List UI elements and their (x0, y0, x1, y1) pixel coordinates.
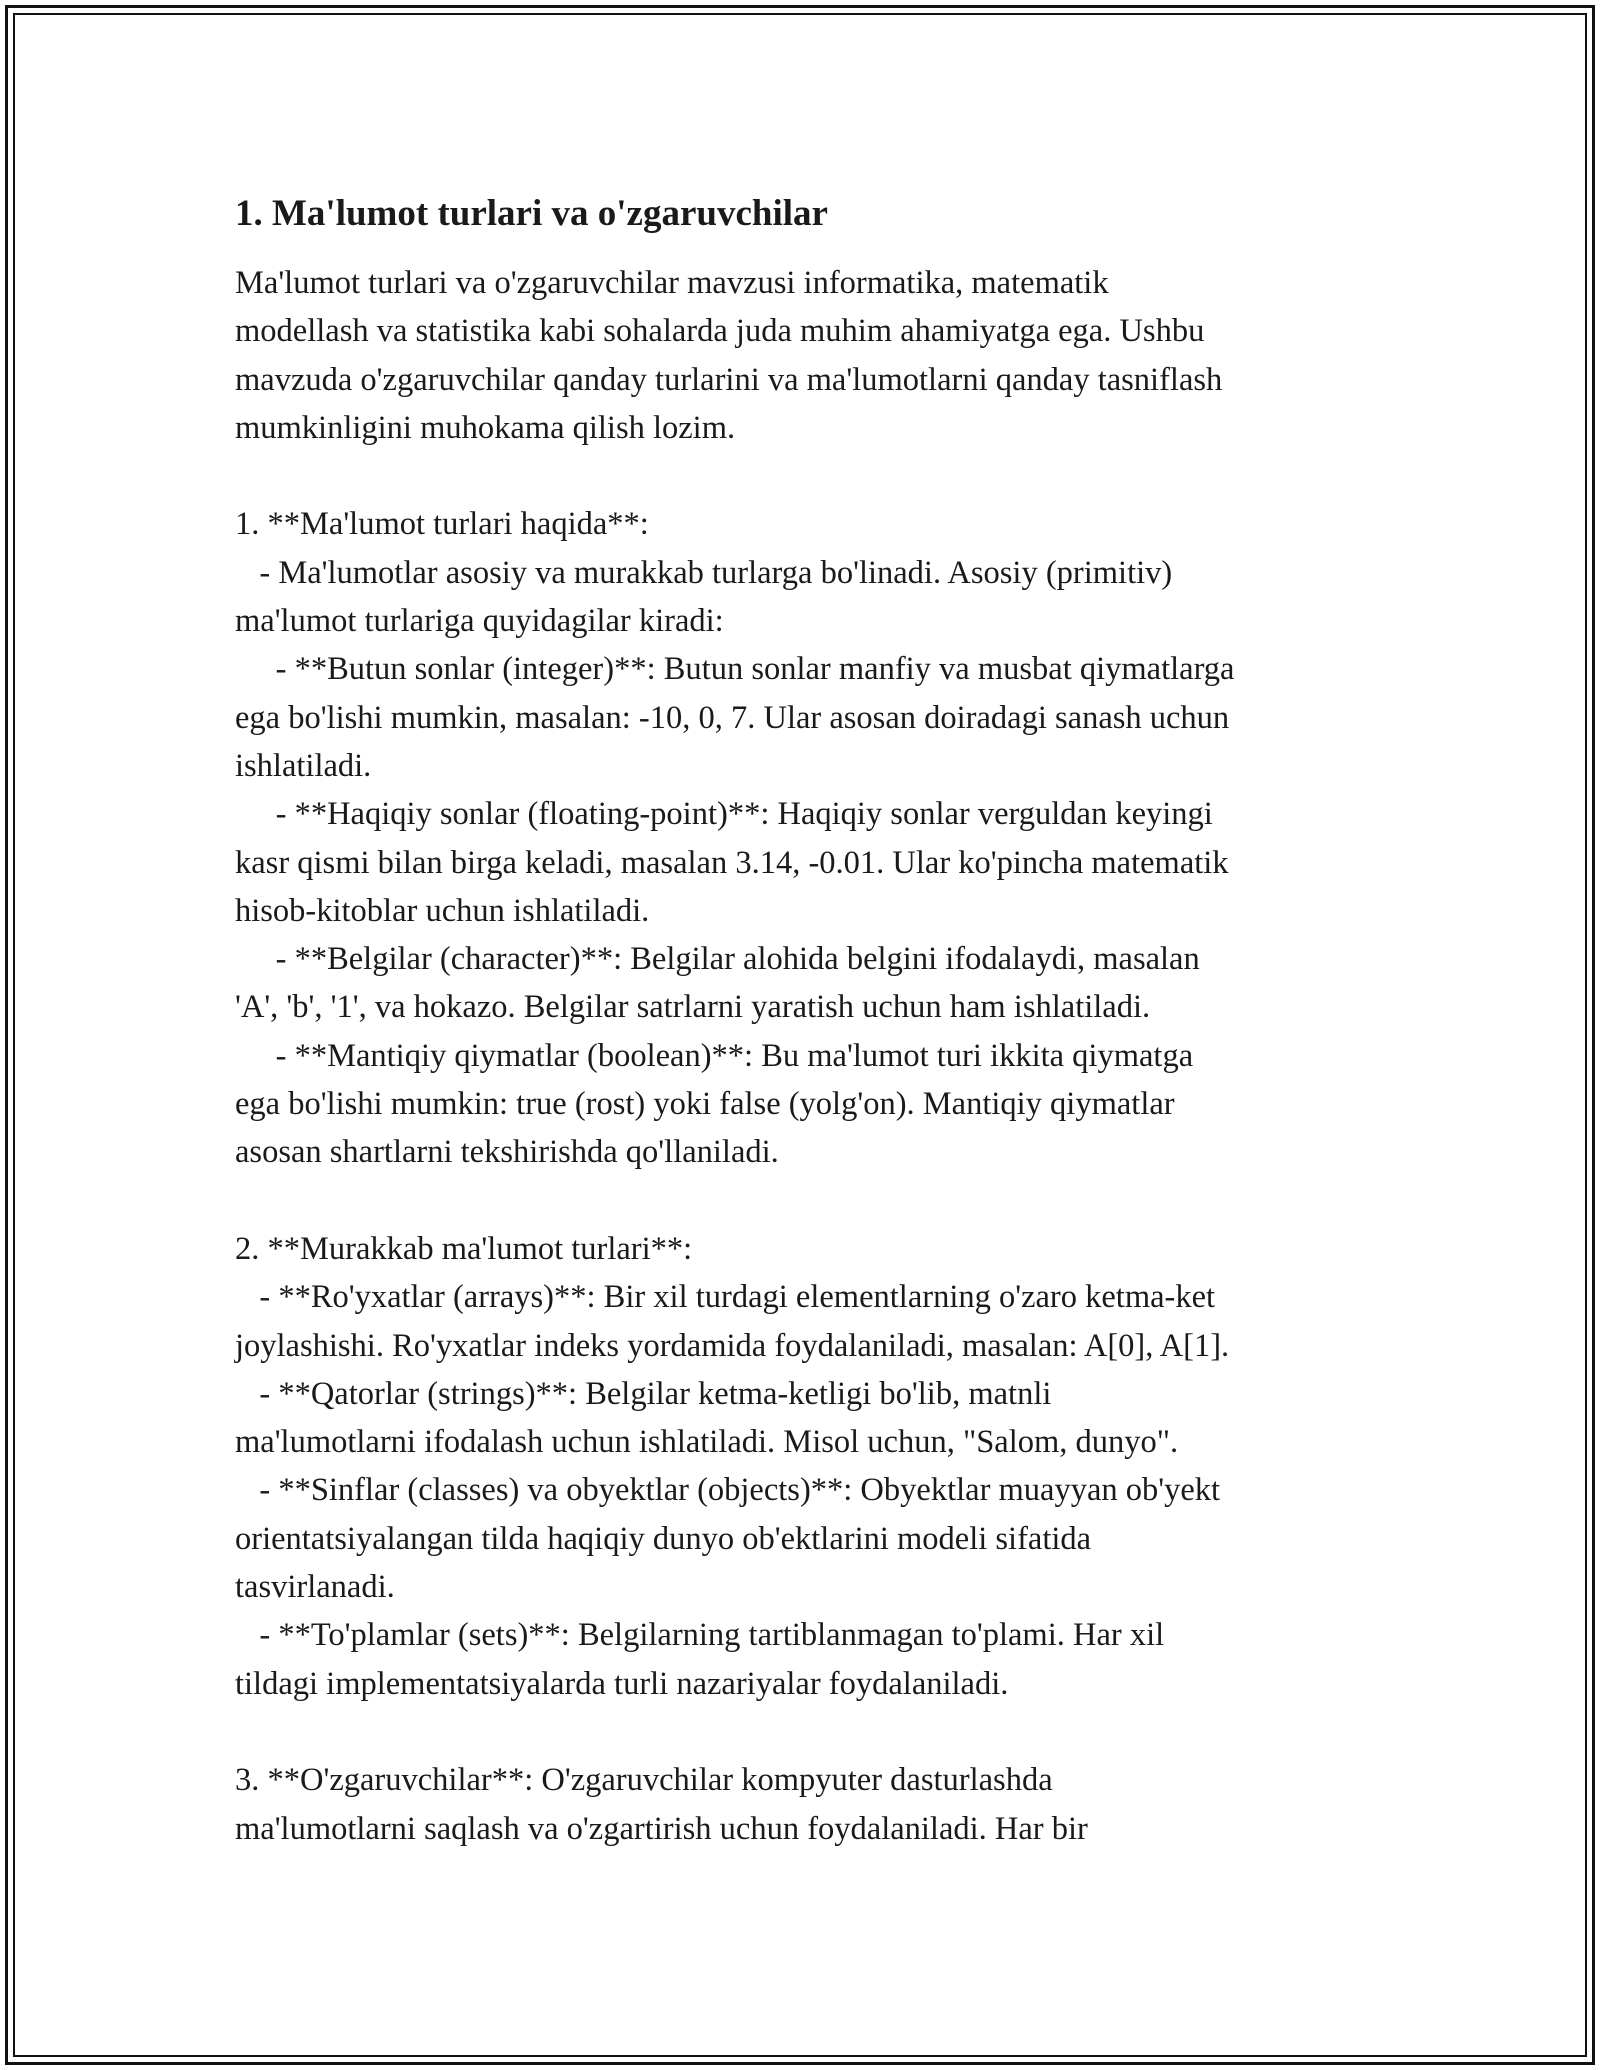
text-line: asosan shartlarni tekshirishda qo'llaniladi. (235, 1134, 779, 1171)
text-line: mavzuda o'zgaruvchilar qanday turlarini va ma'lumotlarni qanday tasniflash (235, 361, 1223, 398)
text-line: kasr qismi bilan birga keladi, masalan 3.14, -0.01. Ular ko'pincha matematik (235, 844, 1229, 881)
text-line: ishlatiladi. (235, 747, 372, 784)
text-line: hisob-kitoblar uchun ishlatiladi. (235, 892, 650, 929)
text-line: ma'lumot turlariga quyidagilar kiradi: (235, 603, 724, 640)
text-line: mumkinligini muhokama qilish lozim. (235, 409, 736, 446)
blank-line (235, 1708, 1385, 1756)
text-line: joylashishi. Ro'yxatlar indeks yordamida foydalaniladi, masalan: A[0], A[1]. (235, 1327, 1230, 1364)
text-line: tasvirlanadi. (235, 1569, 395, 1606)
text-line: - **Mantiqiy qiymatlar (boolean)**: Bu ma'lumot turi ikkita qiymatga (235, 1037, 1194, 1074)
blank-line (235, 452, 1385, 500)
text-line: - **Butun sonlar (integer)**: Butun sonlar manfiy va musbat qiymatlarga (235, 651, 1235, 688)
text-line: - **Qatorlar (strings)**: Belgilar ketma-ketligi bo'lib, matnli (235, 1375, 1052, 1412)
text-line: - **Haqiqiy sonlar (floating-point)**: Haqiqiy sonlar verguldan keyingi (235, 796, 1213, 833)
text-line: - **Ro'yxatlar (arrays)**: Bir xil turdagi elementlarning o'zaro ketma-ket (235, 1279, 1216, 1316)
section-heading: 1. Ma'lumot turlari va o'zgaruvchilar (235, 193, 828, 234)
text-line: ega bo'lishi mumkin: true (rost) yoki false (yolg'on). Mantiqiy qiymatlar (235, 1086, 1175, 1123)
text-line: 3. **O'zgaruvchilar**: O'zgaruvchilar kompyuter dasturlashda (235, 1762, 1053, 1799)
text-line: - Ma'lumotlar asosiy va murakkab turlarga bo'linadi. Asosiy (primitiv) (235, 554, 1173, 591)
text-line: 2. **Murakkab ma'lumot turlari**: (235, 1230, 693, 1267)
text-line: 1. **Ma'lumot turlari haqida**: (235, 506, 649, 543)
document-body (235, 187, 1385, 1853)
text-line: orientatsiyalangan tilda haqiqiy dunyo ob'ektlarini modeli sifatida (235, 1520, 1092, 1557)
blank-line (235, 1177, 1385, 1225)
text-line: Ma'lumot turlari va o'zgaruvchilar mavzusi informatika, matematik (235, 265, 1109, 301)
text-line: ma'lumotlarni saqlash va o'zgartirish uchun foydalaniladi. Har bir (235, 1810, 1088, 1847)
text-line: ma'lumotlarni ifodalash uchun ishlatiladi. Misol uchun, "Salom, dunyo". (235, 1424, 1179, 1461)
text-lines (235, 259, 1385, 1853)
text-line: - **Sinflar (classes) va obyektlar (objects)**: Obyektlar muayyan ob'yekt (235, 1472, 1221, 1509)
text-line: tildagi implementatsiyalarda turli nazariyalar foydalaniladi. (235, 1665, 1009, 1702)
text-line: ega bo'lishi mumkin, masalan: -10, 0, 7. Ular asosan doiradagi sanash uchun (235, 699, 1230, 736)
text-line: 'A', 'b', '1', va hokazo. Belgilar satrlarni yaratish uchun ham ishlatiladi. (235, 989, 1151, 1026)
text-line: modellash va statistika kabi sohalarda juda muhim ahamiyatga ega. Ushbu (235, 313, 1205, 350)
text-line: - **To'plamlar (sets)**: Belgilarning tartiblanmagan to'plami. Har xil (235, 1617, 1165, 1654)
text-line: - **Belgilar (character)**: Belgilar alohida belgini ifodalaydi, masalan (235, 941, 1200, 978)
